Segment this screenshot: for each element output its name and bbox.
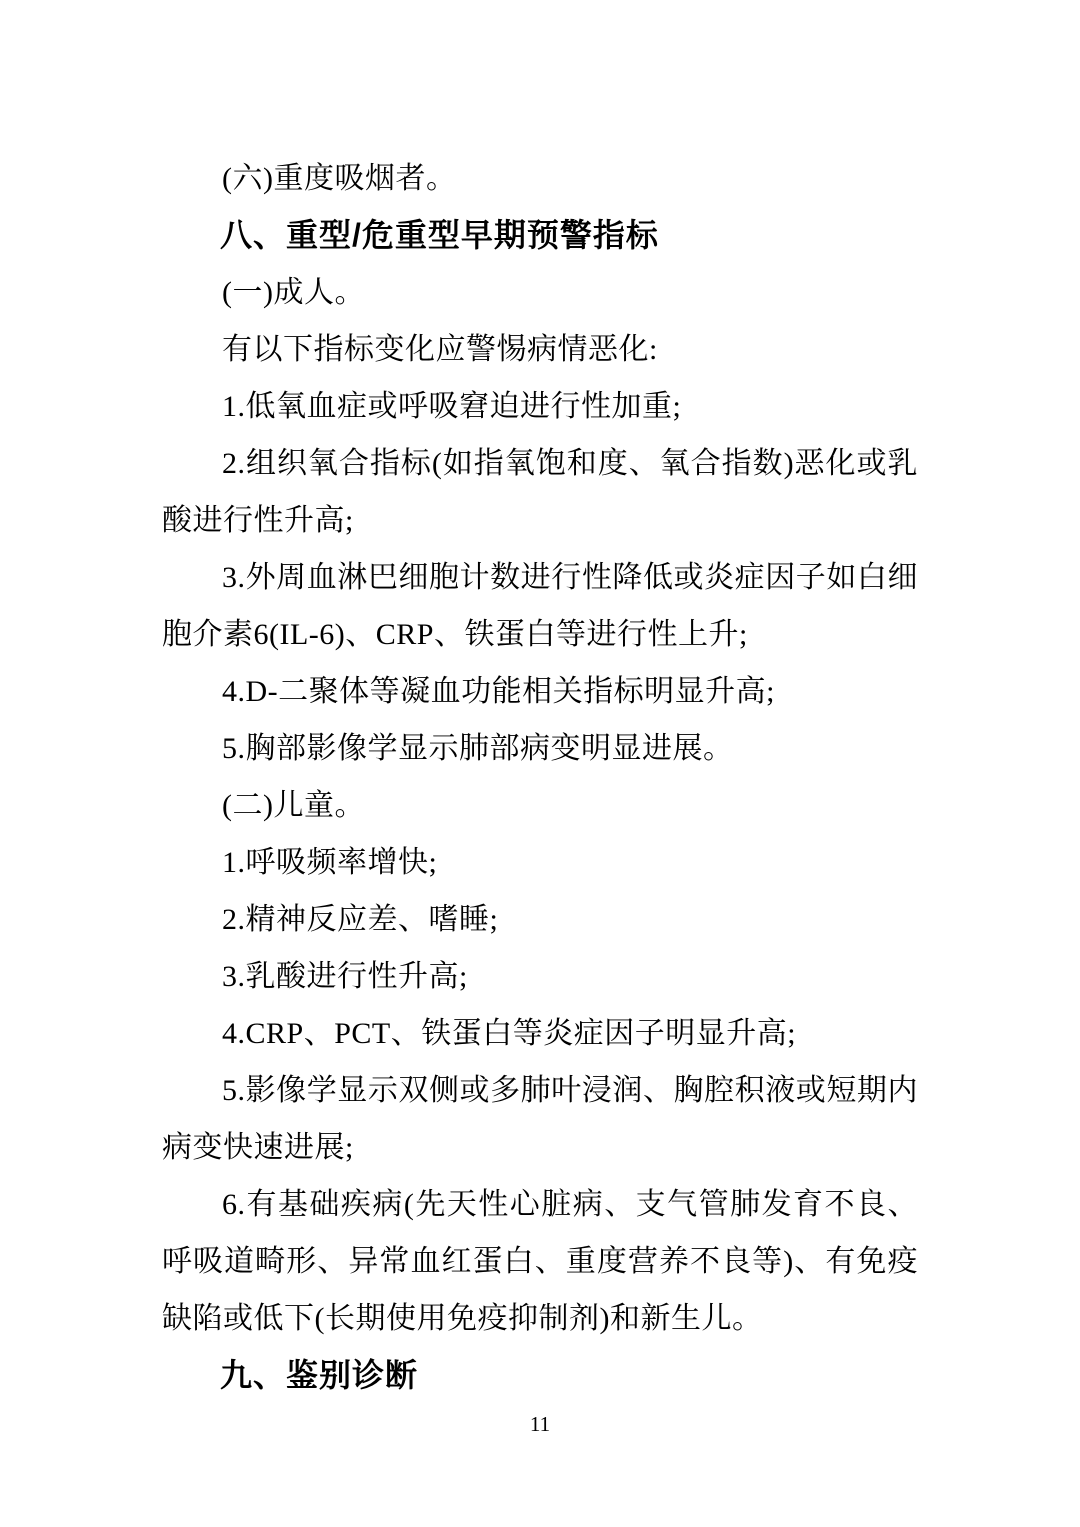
paragraph-child-item-5: 5.影像学显示双侧或多肺叶浸润、胸腔积液或短期内病变快速进展; — [162, 1074, 918, 1164]
paragraph-child-item-3: 3.乳酸进行性升高; — [222, 960, 468, 993]
document-body — [162, 150, 918, 1404]
paragraph-adult-item-2: 2.组织氧合指标(如指氧饱和度、氧合指数)恶化或乳酸进行性升高; — [162, 447, 918, 537]
paragraph-adult-item-3: 3.外周血淋巴细胞计数进行性降低或炎症因子如白细胞介素6(IL-6)、CRP、铁蛋白等进行性上升; — [162, 561, 918, 651]
paragraph-adult-item-4: 4.D-二聚体等凝血功能相关指标明显升高; — [222, 675, 775, 708]
paragraph-adult-item-1: 1.低氧血症或呼吸窘迫进行性加重; — [222, 390, 682, 423]
paragraph-child-item-6: 6.有基础疾病(先天性心脏病、支气管肺发育不良、呼吸道畸形、异常血红蛋白、重度营养不良等)、有免疫缺陷或低下(长期使用免疫抑制剂)和新生儿。 — [162, 1188, 918, 1335]
paragraph-child-item-1: 1.呼吸频率增快; — [222, 846, 438, 879]
page-number: 11 — [529, 1412, 551, 1436]
subheading-children: (二)儿童。 — [222, 789, 365, 822]
heading-section-9-differential-diagnosis: 九、鉴别诊断 — [220, 1357, 419, 1393]
paragraph-child-item-2: 2.精神反应差、嗜睡; — [222, 903, 499, 936]
paragraph-adult-intro: 有以下指标变化应警惕病情恶化: — [222, 333, 658, 366]
heading-section-8-warning-indicators: 八、重型/危重型早期预警指标 — [220, 217, 659, 253]
paragraph-adult-item-5: 5.胸部影像学显示肺部病变明显进展。 — [222, 732, 734, 765]
subheading-adults: (一)成人。 — [222, 276, 365, 309]
paragraph-child-item-4: 4.CRP、PCT、铁蛋白等炎症因子明显升高; — [222, 1017, 797, 1050]
paragraph-smoker-item: (六)重度吸烟者。 — [222, 162, 457, 195]
